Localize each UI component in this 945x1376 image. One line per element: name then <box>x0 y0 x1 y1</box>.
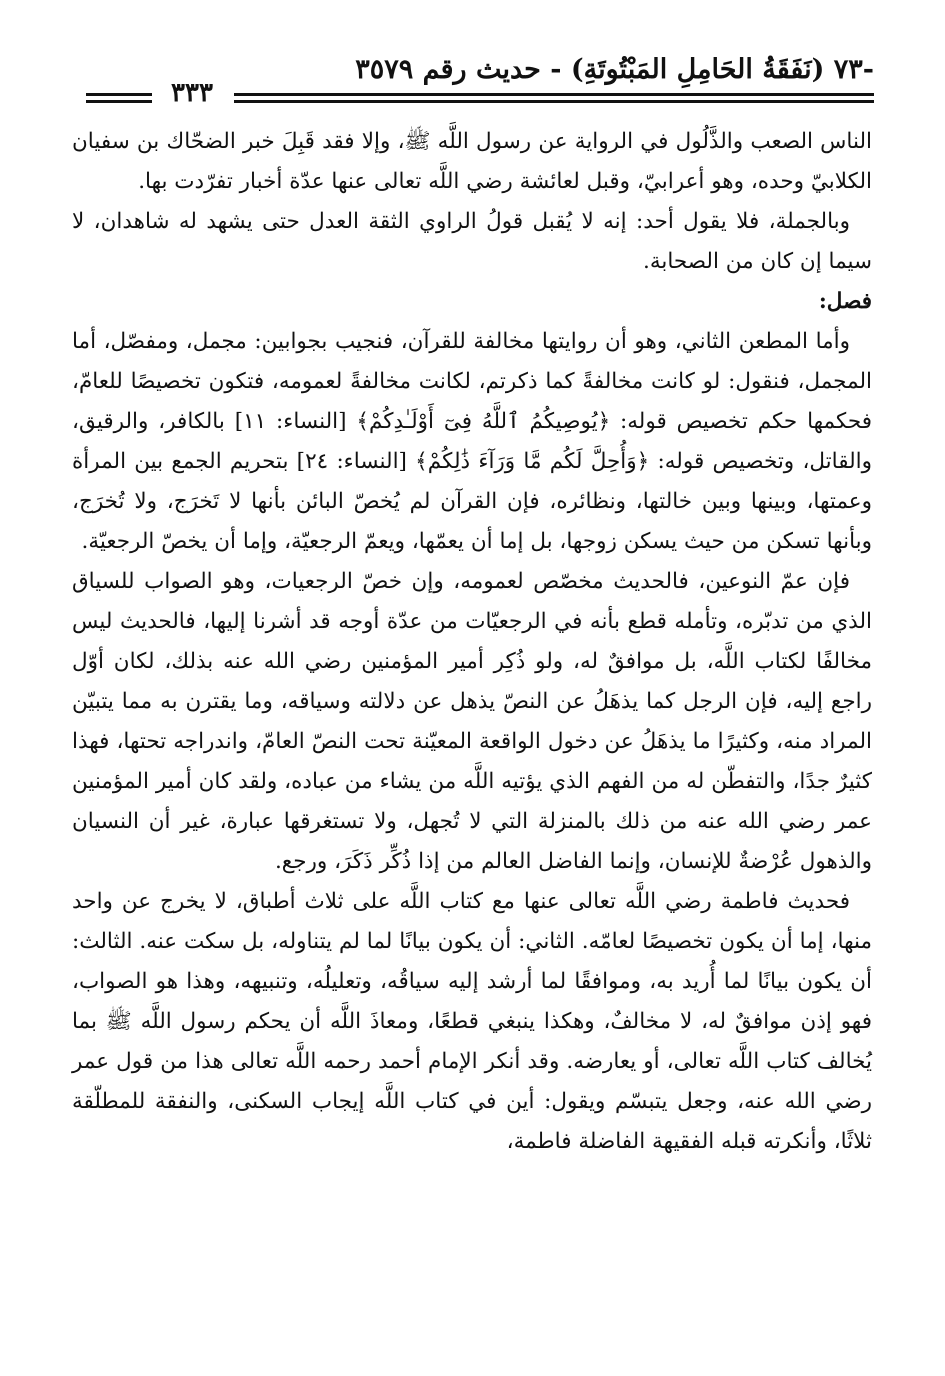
page-number: ٣٣٣ <box>171 78 213 108</box>
header-rule-long-lower <box>234 100 874 103</box>
header-rule-short-lower <box>86 100 152 103</box>
paragraph: وبالجملة، فلا يقول أحد: إنه لا يُقبل قولُ الراوي الثقة العدل حتى يشهد له شاهدان، لا سيما إن كان من الصحابة. <box>72 209 872 274</box>
section-heading: فصل: <box>818 289 872 314</box>
body-text <box>72 122 872 1162</box>
paragraph: وأما المطعن الثاني، وهو أن روايتها مخالفة للقرآن، فنجيب بجوابين: مجمل، ومفصّل، أما المجمل، فنقول: لو كانت مخالفةً كما ذكرتم، لكانت مخالفةً لعمومه، فتكون تخصيصًا للعامّ، فحكمها حكم تخصيص قوله: ﴿يُوصِيكُمُ ٱللَّهُ فِىٓ أَوْلَـٰدِكُمْ﴾ [النساء: ١١] بالكافر، والرقيق، والقاتل، وتخصيص قوله: ﴿وَأُحِلَّ لَكُم مَّا وَرَآءَ ذَٰلِكُمْ﴾ [النساء: ٢٤] بتحريم الجمع بين المرأة وعمتها، وبينها وبين خالتها، ونظائره، فإن القرآن لم يُخصّ البائن بأنها لا تَخرَج، ولا تُخرَج، وبأنها تسكن من حيث يسكن زوجها، بل إما أن يعمّها، ويعمّ الرجعيّة، وإما أن يخصّ الرجعيّة. <box>72 329 872 554</box>
paragraph: فحديث فاطمة رضي اللَّه تعالى عنها مع كتاب اللَّه على ثلاث أطباق، لا يخرج عن واحد منها، إما أن يكون تخصيصًا لعامّه. الثاني: أن يكون بيانًا لما لم يتناوله، بل سكت عنه. الثالث: أن يكون بيانًا لما أُريد به، وموافقًا لما أرشد إليه سياقُه، وتعليلُه، وتنبيهه، وهذا هو الصواب، فهو إذن موافقٌ له، لا مخالفٌ، وهكذا ينبغي قطعًا، ومعاذَ اللَّه أن يحكم رسول اللَّه ﷺ بما يُخالف كتاب اللَّه تعالى، أو يعارضه. وقد أنكر الإمام أحمد رحمه اللَّه تعالى هذا من قول عمر رضي الله عنه، وجعل يتبسّم ويقول: أين في كتاب اللَّه إيجاب السكنى، والنفقة للمطلّقة ثلاثًا، وأنكرته قبله الفقيهة الفاضلة فاطمة، <box>72 889 872 1154</box>
paragraph: فإن عمّ النوعين، فالحديث مخصّص لعمومه، وإن خصّ الرجعيات، وهو الصواب للسياق الذي من تدبّره، وتأمله قطع بأنه في الرجعيّات من عدّة أوجه قد أشرنا إليها، فالحديث ليس مخالفًا لكتاب اللَّه، بل موافقٌ له، ولو ذُكِر أمير المؤمنين رضي الله عنه بذلك، لكان أوّل راجع إليه، فإن الرجل كما يذهَلُ عن النصّ يذهل عن دلالته وسياقه، وما يقترن به مما يتبيّن المراد منه، وكثيرًا ما يذهَلُ عن دخول الواقعة المعيّنة تحت النصّ العامّ، واندراجه تحتها، فهذا كثيرٌ جدًا، والتفطّن له من الفهم الذي يؤتيه اللَّه من يشاء من عباده، ولقد كان أمير المؤمنين عمر رضي الله عنه من ذلك بالمنزلة التي لا تُجهل، ولا تستغرقها عبارة، غير أن النسيان والذهول عُرْضةٌ للإنسان، وإنما الفاضل العالم من إذا ذُكِّر ذَكَرَ، ورجع. <box>72 569 872 874</box>
header-rule-short <box>86 93 152 96</box>
paragraph: الناس الصعب والذَّلُول في الرواية عن رسول اللَّه ﷺ، وإلا فقد قَبِلَ خبر الضحّاك بن سفيان الكلابيّ وحده، وهو أعرابيّ، وقبل لعائشة رضي اللَّه تعالى عنها عدّة أخبار تفرّدت بها. <box>72 129 872 194</box>
running-title: -٧٣ (نَفَقَةُ الحَامِلِ المَبْتُوتَةِ) - حديث رقم ٣٥٧٩ <box>355 54 874 85</box>
header-rule-long <box>234 93 874 96</box>
